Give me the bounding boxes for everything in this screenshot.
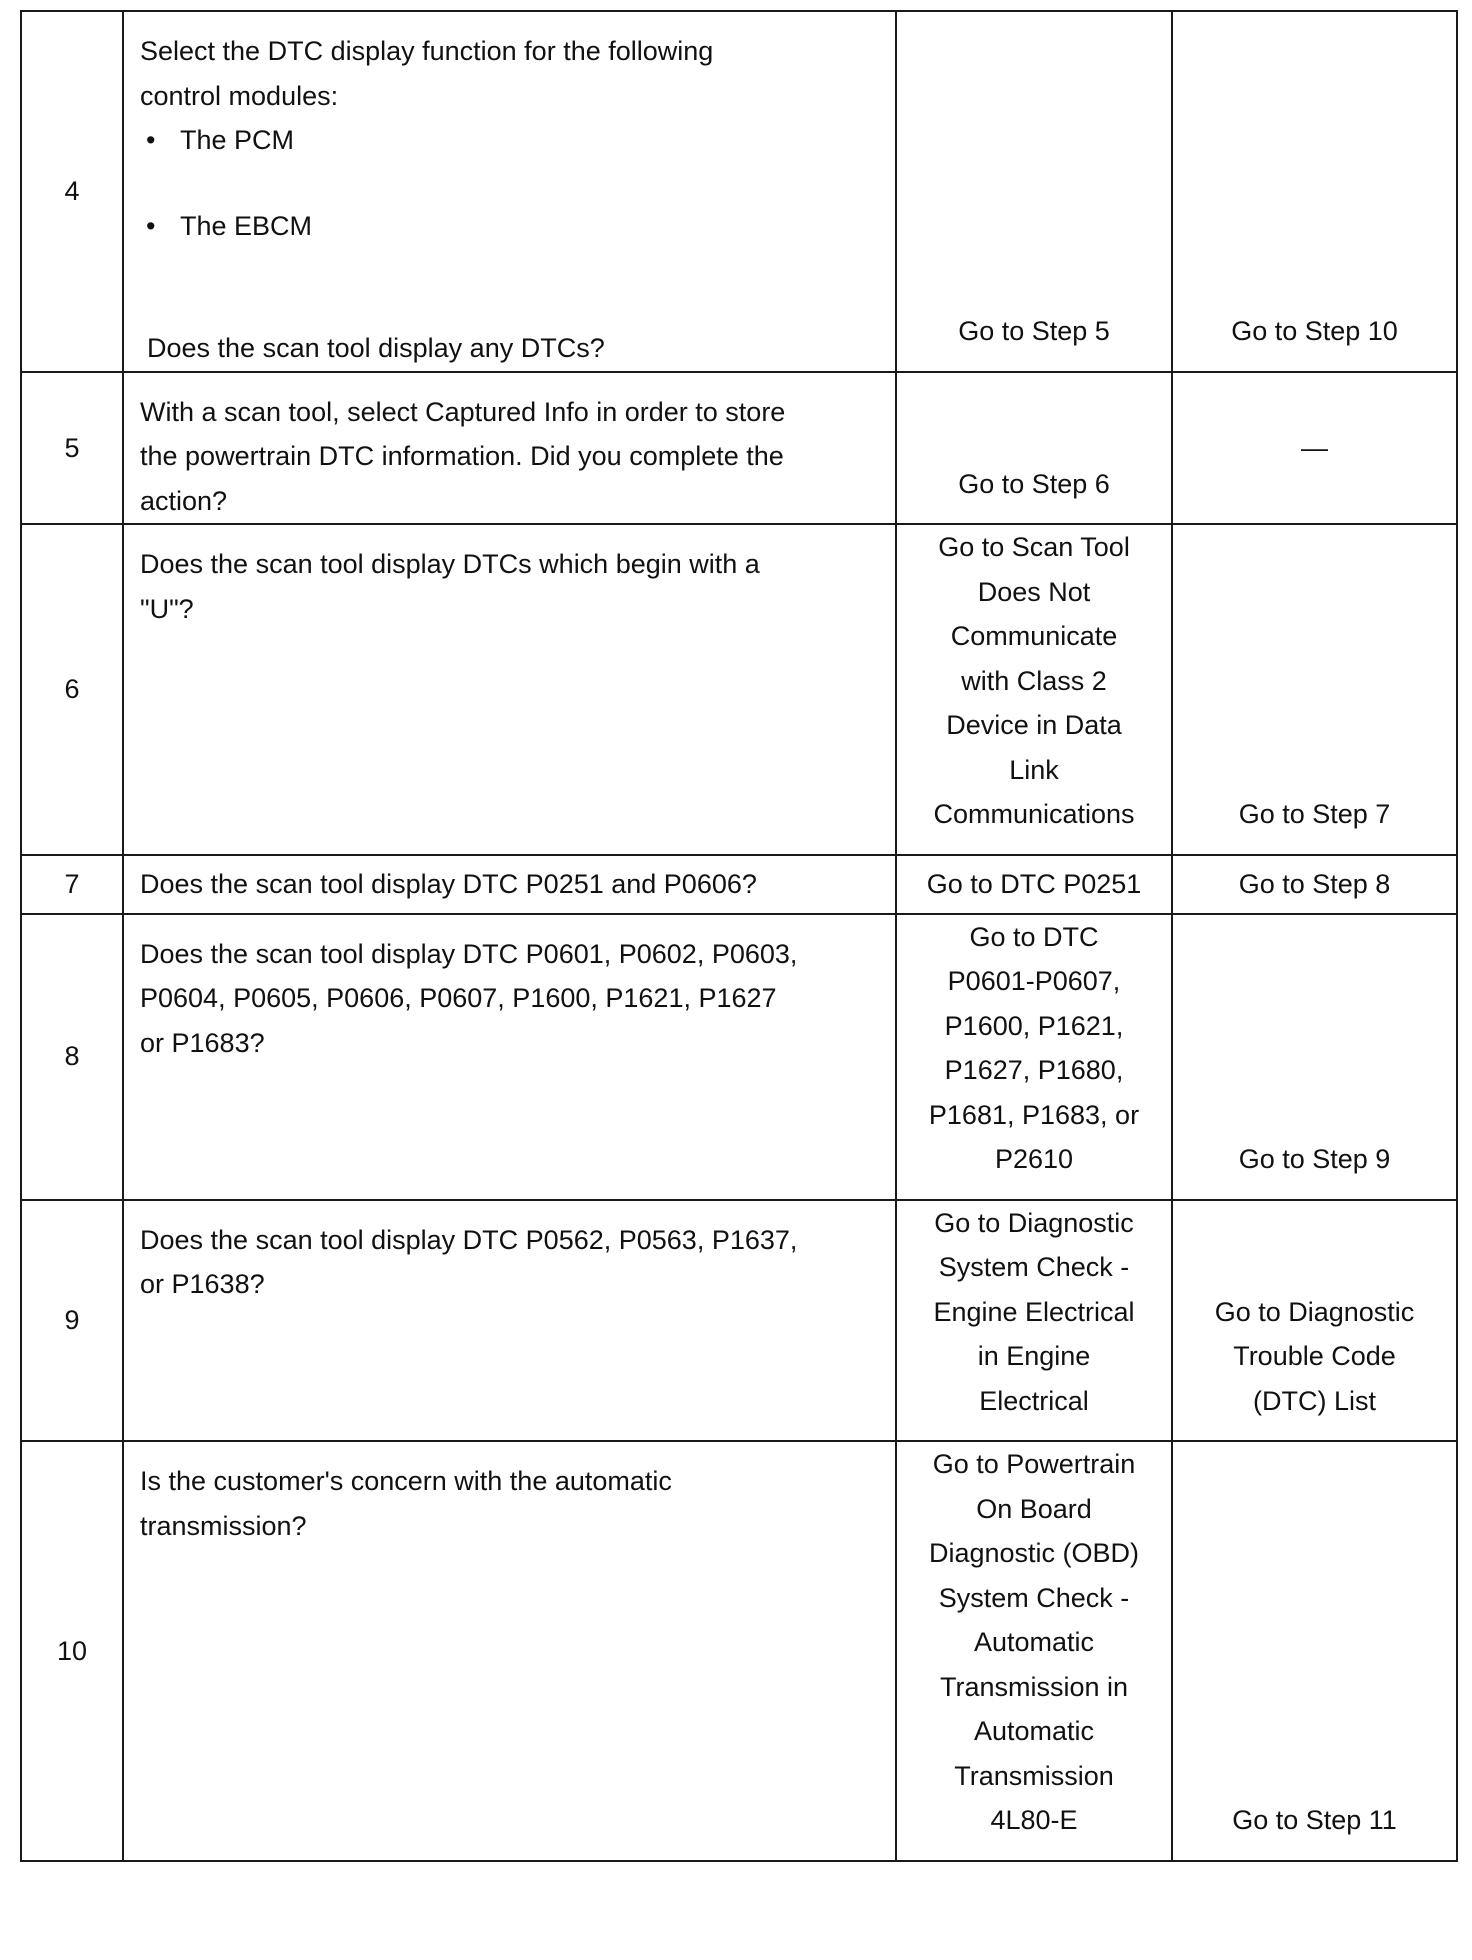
step-action: [123, 914, 896, 1200]
result-line: Go to Step 5: [958, 316, 1110, 346]
result-line: P1681, P1683, or: [928, 1099, 1140, 1130]
result-line: —: [1301, 432, 1328, 463]
step-action: [123, 1200, 896, 1442]
step-number: 8: [21, 914, 123, 1200]
result-line: Trouble Code: [1233, 1341, 1396, 1371]
action-line: or P1683?: [140, 1027, 265, 1058]
result-line: 4L80-E: [990, 1805, 1078, 1835]
result-line: Go to Step 6: [958, 468, 1110, 499]
no-result: [1172, 524, 1457, 855]
result-line: Link: [1009, 754, 1059, 785]
table-row: [21, 524, 1457, 855]
result-line: in Engine: [977, 1341, 1091, 1371]
step-action: [123, 855, 896, 914]
action-line: "U"?: [140, 593, 194, 624]
result-line: Go to Step 10: [1231, 316, 1398, 346]
result-line: Go to Diagnostic: [1214, 1296, 1415, 1327]
result-line: Diagnostic (OBD): [928, 1538, 1140, 1568]
result-line: Go to DTC: [969, 921, 1099, 952]
result-line: Automatic: [973, 1716, 1095, 1746]
action-line: P0604, P0605, P0606, P0607, P1600, P1621, P1627: [140, 983, 777, 1013]
action-line: Is the customer's concern with the automatic: [140, 1466, 672, 1496]
action-line: action?: [140, 485, 228, 516]
result-line: P1600, P1621,: [944, 1010, 1124, 1041]
yes-result: [896, 11, 1172, 372]
result-line: On Board: [976, 1493, 1092, 1524]
yes-result: [896, 1441, 1172, 1861]
result-line: Device in Data: [946, 710, 1122, 740]
step-number: 4: [21, 11, 123, 372]
table-row: [21, 1200, 1457, 1442]
no-result: [1172, 855, 1457, 914]
result-line: Go to Step 11: [1232, 1805, 1397, 1835]
result-line: Electrical: [979, 1385, 1089, 1416]
step-action: [123, 372, 896, 525]
table-row: [21, 855, 1457, 914]
yes-result: [896, 1200, 1172, 1442]
step-number: 9: [21, 1200, 123, 1442]
result-line: Does Not: [977, 576, 1091, 607]
result-line: System Check -: [938, 1582, 1130, 1613]
result-line: P1627, P1680,: [944, 1055, 1124, 1085]
action-line: With a scan tool, select Captured Info in order to store: [140, 396, 786, 427]
table-row: [21, 372, 1457, 525]
result-line: Communicate: [950, 621, 1118, 651]
result-line: Engine Electrical: [933, 1296, 1135, 1327]
action-line: Does the scan tool display DTCs which begin with a: [140, 549, 760, 579]
no-result: [1172, 1200, 1457, 1442]
action-line: transmission?: [140, 1510, 307, 1541]
step-action: [123, 1441, 896, 1861]
step-number: 10: [21, 1441, 123, 1861]
list-item: • The EBCM: [140, 204, 879, 249]
no-result: [1172, 914, 1457, 1200]
table-row: [21, 914, 1457, 1200]
action-line: Select the DTC display function for the following: [140, 36, 714, 66]
step-number: 7: [21, 855, 123, 914]
module-list: [140, 118, 879, 248]
step-action: [123, 524, 896, 855]
result-line: Go to Step 7: [1238, 799, 1391, 829]
no-result: [1172, 1441, 1457, 1861]
result-line: Go to Diagnostic: [934, 1207, 1134, 1238]
result-line: P0601-P0607,: [947, 966, 1121, 996]
action-line: Does the scan tool display DTC P0601, P0602, P0603,: [140, 938, 798, 969]
result-line: Go to Powertrain: [932, 1449, 1136, 1479]
result-line: (DTC) List: [1253, 1385, 1376, 1416]
result-line: Go to Step 9: [1238, 1144, 1391, 1174]
result-line: Go to Scan Tool: [938, 532, 1130, 562]
list-item: • The PCM: [140, 118, 879, 163]
action-line: control modules:: [140, 80, 339, 111]
step-number: 6: [21, 524, 123, 855]
result-line: Communications: [933, 799, 1135, 829]
table-row: [21, 1441, 1457, 1861]
result-line: Transmission: [954, 1760, 1114, 1791]
result-line: Go to DTC P0251: [926, 868, 1142, 899]
action-line: Does the scan tool display DTC P0562, P0563, P1637,: [140, 1224, 798, 1255]
yes-result: [896, 855, 1172, 914]
yes-result: [896, 372, 1172, 525]
no-result: [1172, 11, 1457, 372]
step-number: 5: [21, 372, 123, 525]
result-line: with Class 2: [961, 665, 1107, 696]
action-line: Does the scan tool display DTC P0251 and P0606?: [140, 868, 757, 899]
diagnostic-steps-table: [20, 10, 1458, 1862]
action-line: the powertrain DTC information. Did you complete the: [140, 441, 784, 471]
yes-result: [896, 914, 1172, 1200]
no-result: [1172, 372, 1457, 525]
result-line: System Check -: [938, 1252, 1130, 1282]
result-line: Transmission in: [939, 1671, 1129, 1702]
action-line: or P1638?: [140, 1269, 265, 1299]
step-question: Does the scan tool display any DTCs?: [147, 333, 605, 363]
result-line: Go to Step 8: [1238, 868, 1391, 899]
table-row: [21, 11, 1457, 372]
result-line: P2610: [994, 1144, 1074, 1174]
yes-result: [896, 524, 1172, 855]
result-line: Automatic: [973, 1627, 1095, 1657]
step-action: [123, 11, 896, 372]
